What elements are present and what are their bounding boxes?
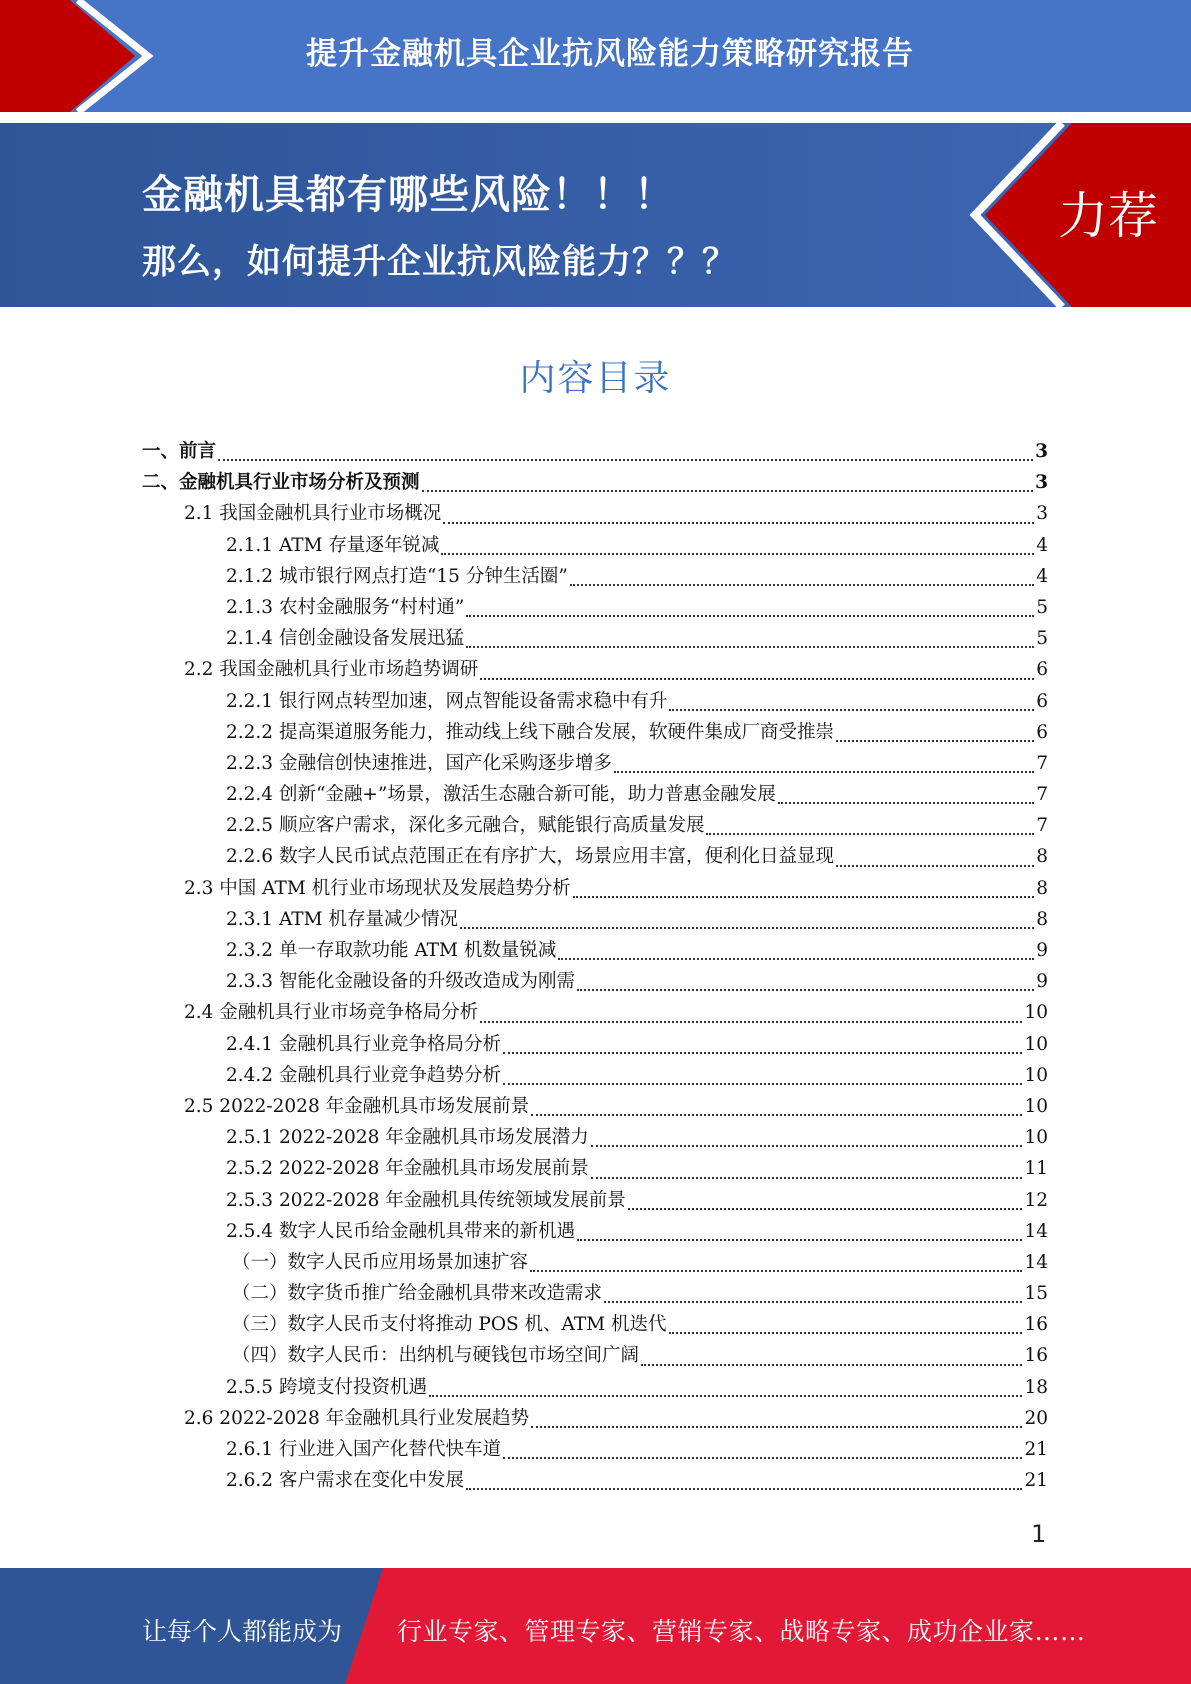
toc-leader-dots (460, 927, 1034, 929)
toc-entry[interactable] (142, 967, 1048, 998)
toc-entry-page: 14 (1024, 1251, 1048, 1273)
toc-leader-dots (443, 522, 1034, 524)
toc-entry-label: 2.2.1 银行网点转型加速，网点智能设备需求稳中有升 (226, 690, 668, 712)
toc-entry-page: 7 (1036, 752, 1048, 774)
toc-leader-dots (614, 771, 1034, 773)
toc-leader-dots (836, 740, 1034, 742)
toc-leader-dots (836, 865, 1034, 867)
toc-entry-page: 11 (1024, 1158, 1048, 1180)
toc-leader-dots (669, 709, 1034, 711)
toc-entry-label: 2.5.4 数字人民币给金融机具带来的新机遇 (226, 1220, 575, 1242)
toc-entry[interactable] (142, 593, 1048, 624)
footer-roles: 行业专家、管理专家、营销专家、战略专家、成功企业家…… (397, 1617, 1086, 1646)
toc-leader-dots (531, 1426, 1022, 1428)
banner-headline: 金融机具都有哪些风险！！！ (142, 172, 675, 218)
toc-entry[interactable] (142, 905, 1048, 936)
toc-entry-label: 2.1.3 农村金融服务“村村通” (226, 596, 465, 618)
toc-title: 内容目录 (519, 358, 672, 399)
toc-entry-label: 2.4.2 金融机具行业竞争趋势分析 (226, 1064, 501, 1086)
toc-entry[interactable] (142, 687, 1048, 718)
toc-entry[interactable] (142, 468, 1048, 499)
toc-entry-label: 2.2.6 数字人民币试点范围正在有序扩大，场景应用丰富，便利化日益显现 (226, 846, 834, 868)
toc-entry-label: 2.3.3 智能化金融设备的升级改造成为刚需 (226, 971, 575, 993)
toc-entry[interactable] (142, 1030, 1048, 1061)
toc-leader-dots (570, 584, 1034, 586)
toc-leader-dots (503, 1457, 1022, 1459)
toc-entry[interactable] (142, 998, 1048, 1029)
toc-entry-page: 16 (1024, 1314, 1048, 1336)
toc-leader-dots (466, 615, 1034, 617)
toc-entry-page: 5 (1036, 596, 1048, 618)
report-title: 提升金融机具企业抗风险能力策略研究报告 (306, 36, 914, 72)
toc-entry-label: 2.1.1 ATM 存量逐年锐减 (226, 534, 440, 556)
toc-entry-page: 3 (1035, 472, 1048, 494)
toc-entry-page: 5 (1036, 628, 1048, 650)
toc-leader-dots (530, 1270, 1022, 1272)
toc-leader-dots (778, 802, 1034, 804)
toc-entry[interactable] (142, 562, 1048, 593)
page-number: 1 (1031, 1520, 1047, 1548)
toc-leader-dots (669, 1332, 1023, 1334)
toc-entry[interactable] (142, 655, 1048, 686)
toc-entry-page: 20 (1024, 1407, 1048, 1429)
table-of-contents (142, 437, 1048, 1497)
toc-leader-dots (558, 958, 1034, 960)
toc-entry[interactable] (142, 749, 1048, 780)
header-red-arrow (0, 0, 160, 112)
toc-entry-page: 6 (1036, 659, 1048, 681)
toc-entry-label: 2.2.5 顺应客户需求，深化多元融合，赋能银行高质量发展 (226, 815, 705, 837)
toc-entry[interactable] (142, 1061, 1048, 1092)
recommend-badge: 力荐 (1058, 187, 1158, 245)
toc-entry-page: 7 (1036, 815, 1048, 837)
toc-entry-label: 2.2.2 提高渠道服务能力，推动线上线下融合发展，软硬件集成厂商受推崇 (226, 721, 834, 743)
toc-entry-page: 9 (1036, 940, 1048, 961)
toc-leader-dots (531, 1114, 1022, 1116)
toc-leader-dots (577, 1239, 1022, 1241)
toc-leader-dots (429, 1395, 1022, 1397)
toc-entry-label: 2.1.2 城市银行网点打造“15 分钟生活圈” (226, 565, 568, 587)
toc-entry-page: 10 (1024, 1064, 1048, 1086)
toc-entry-page: 18 (1024, 1376, 1048, 1398)
toc-entry-page: 8 (1036, 877, 1048, 899)
toc-entry[interactable] (142, 811, 1048, 842)
toc-leader-dots (503, 1052, 1022, 1054)
toc-entry-label: 2.2.4 创新“金融+”场景，激活生态融合新可能，助力普惠金融发展 (226, 784, 776, 806)
toc-entry-label: 2.4 金融机具行业市场竞争格局分析 (184, 1002, 479, 1024)
toc-leader-dots (628, 1208, 1023, 1210)
toc-entry-page: 4 (1036, 534, 1048, 556)
toc-entry-page: 10 (1024, 1127, 1048, 1149)
toc-entry-label: （四）数字人民币：出纳机与硬钱包市场空间广阔 (232, 1345, 640, 1367)
toc-entry[interactable] (142, 1341, 1048, 1372)
toc-entry[interactable] (142, 874, 1048, 905)
toc-entry-page: 8 (1036, 846, 1048, 868)
toc-leader-dots (480, 1021, 1022, 1023)
toc-entry[interactable] (142, 499, 1048, 530)
toc-entry-page: 4 (1036, 565, 1048, 587)
toc-leader-dots (573, 896, 1035, 898)
toc-entry-page: 10 (1024, 1095, 1048, 1117)
footer-slogan: 让每个人都能成为 (142, 1617, 343, 1646)
toc-leader-dots (641, 1364, 1022, 1366)
toc-entry-page: 10 (1024, 1033, 1048, 1055)
toc-entry[interactable] (142, 718, 1048, 749)
toc-entry[interactable] (142, 531, 1048, 562)
toc-entry-label: 2.5.1 2022-2028 年金融机具市场发展潜力 (226, 1127, 589, 1149)
toc-entry[interactable] (142, 1123, 1048, 1154)
toc-entry[interactable] (142, 624, 1048, 655)
toc-entry-label: 2.5.2 2022-2028 年金融机具市场发展前景 (226, 1158, 589, 1180)
toc-entry[interactable] (142, 1279, 1048, 1310)
toc-leader-dots (604, 1301, 1022, 1303)
toc-entry[interactable] (142, 936, 1048, 967)
toc-entry-label: 2.5 2022-2028 年金融机具市场发展前景 (184, 1095, 530, 1117)
toc-entry-page: 14 (1024, 1220, 1048, 1242)
banner-subheadline: 那么，如何提升企业抗风险能力？？？ (142, 242, 737, 282)
toc-leader-dots (466, 646, 1034, 648)
toc-entry[interactable] (142, 842, 1048, 873)
toc-entry-label: （二）数字货币推广给金融机具带来改造需求 (232, 1283, 603, 1305)
toc-leader-dots (591, 1145, 1023, 1147)
toc-leader-dots (591, 1177, 1023, 1179)
toc-leader-dots (441, 553, 1034, 555)
toc-entry-label: 2.3 中国 ATM 机行业市场现状及发展趋势分析 (184, 877, 571, 899)
toc-entry-label: 一、前言 (142, 441, 217, 462)
toc-leader-dots (218, 459, 1033, 461)
toc-entry-label: 2.6.1 行业进入国产化替代快车道 (226, 1439, 501, 1460)
toc-entry-page: 21 (1024, 1439, 1048, 1460)
toc-entry-page: 3 (1035, 441, 1048, 462)
toc-leader-dots (422, 490, 1034, 492)
toc-entry[interactable] (142, 1310, 1048, 1341)
toc-leader-dots (503, 1083, 1022, 1085)
toc-entry-page: 8 (1036, 908, 1048, 930)
toc-entry-label: 二、金融机具行业市场分析及预测 (142, 472, 420, 494)
toc-entry-page: 9 (1036, 971, 1048, 993)
toc-entry-label: （三）数字人民币支付将推动 POS 机、ATM 机迭代 (232, 1314, 667, 1336)
toc-entry-page: 3 (1036, 503, 1048, 525)
toc-entry-page: 12 (1024, 1189, 1048, 1211)
toc-entry-page: 10 (1024, 1002, 1048, 1024)
toc-entry-label: 2.2 我国金融机具行业市场趋势调研 (184, 659, 479, 681)
toc-leader-dots (466, 1488, 1022, 1490)
toc-leader-dots (480, 678, 1034, 680)
toc-entry-label: 2.1.4 信创金融设备发展迅猛 (226, 628, 464, 650)
toc-entry[interactable] (142, 1404, 1048, 1435)
toc-entry[interactable] (142, 437, 1048, 468)
toc-entry[interactable] (142, 1092, 1048, 1123)
toc-entry-label: 2.4.1 金融机具行业竞争格局分析 (226, 1033, 501, 1055)
toc-entry-label: 2.5.3 2022-2028 年金融机具传统领域发展前景 (226, 1189, 626, 1211)
toc-entry[interactable] (142, 780, 1048, 811)
toc-entry-page: 7 (1036, 784, 1048, 806)
toc-leader-dots (706, 833, 1034, 835)
toc-entry-page: 21 (1024, 1470, 1048, 1492)
toc-entry[interactable] (142, 1217, 1048, 1248)
toc-entry-label: 2.6.2 客户需求在变化中发展 (226, 1470, 464, 1492)
toc-entry-page: 15 (1024, 1283, 1048, 1305)
toc-entry[interactable] (142, 1373, 1048, 1404)
toc-entry[interactable] (142, 1186, 1048, 1217)
toc-entry[interactable] (142, 1154, 1048, 1185)
toc-entry-page: 16 (1024, 1345, 1048, 1367)
toc-leader-dots (577, 989, 1034, 991)
toc-entry-label: 2.6 2022-2028 年金融机具行业发展趋势 (184, 1407, 530, 1429)
toc-entry-label: 2.1 我国金融机具行业市场概况 (184, 503, 442, 525)
toc-entry-page: 6 (1036, 721, 1048, 743)
toc-entry-page: 6 (1036, 690, 1048, 712)
toc-entry-label: 2.3.1 ATM 机存量减少情况 (226, 908, 458, 930)
toc-entry-label: （一）数字人民币应用场景加速扩容 (232, 1251, 529, 1273)
toc-entry-label: 2.3.2 单一存取款功能 ATM 机数量锐减 (226, 940, 557, 961)
toc-entry-label: 2.2.3 金融信创快速推进，国产化采购逐步增多 (226, 752, 612, 774)
toc-entry[interactable] (142, 1435, 1048, 1466)
toc-entry[interactable] (142, 1248, 1048, 1279)
toc-entry[interactable] (142, 1466, 1048, 1497)
toc-entry-label: 2.5.5 跨境支付投资机遇 (226, 1376, 427, 1398)
